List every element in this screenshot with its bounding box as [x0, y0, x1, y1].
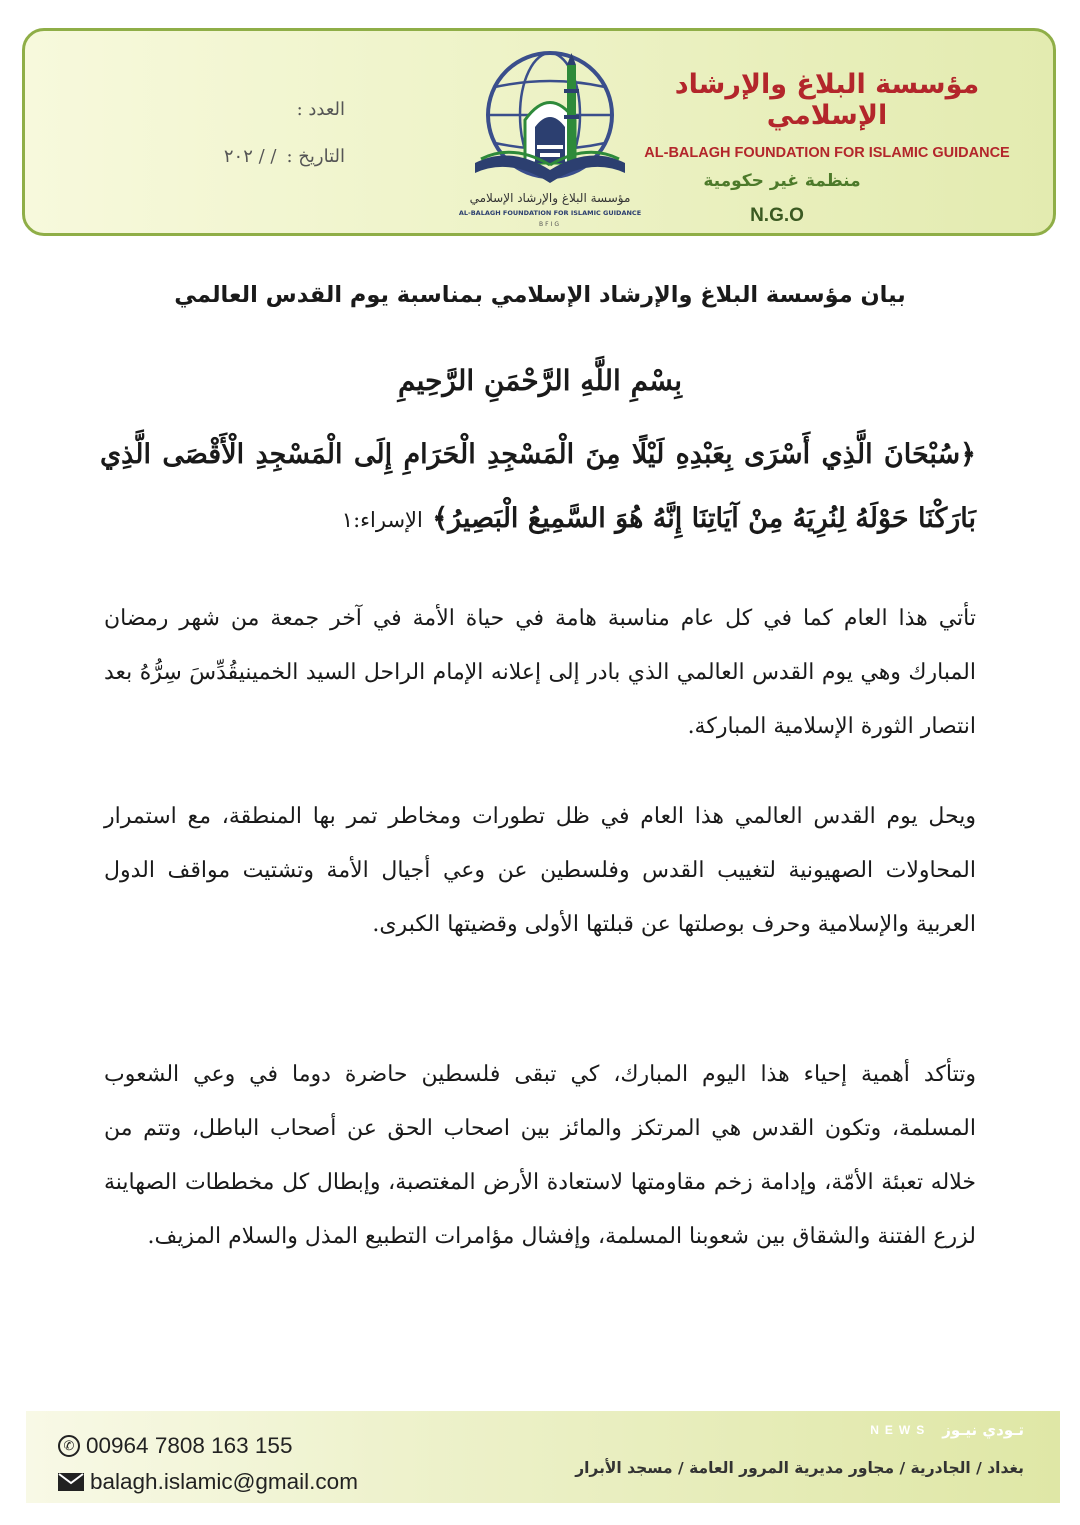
logo-caption-abbr: BFIG	[539, 221, 561, 228]
contact-phone	[58, 1433, 292, 1459]
quran-verse	[100, 423, 976, 552]
bismillah: بِسْمِ اللَّهِ الرَّحْمَنِ الرَّحِيمِ	[398, 364, 682, 397]
watermark-en: NEWS	[870, 1423, 931, 1437]
foundation-logo	[455, 45, 645, 233]
news-watermark	[870, 1421, 1024, 1439]
contact-email	[58, 1469, 358, 1495]
statement-title: بيان مؤسسة البلاغ والإرشاد الإسلامي بمناسبة يوم القدس العالمي	[174, 282, 906, 308]
number-label: العدد :	[296, 99, 345, 120]
email-address: balagh.islamic@gmail.com	[90, 1469, 358, 1494]
watermark-ar: تـودي نيـوز	[942, 1421, 1024, 1439]
phone-icon: ✆	[58, 1435, 80, 1457]
phone-number: 00964 7808 163 155	[86, 1433, 293, 1458]
date-value: / / ٢٠٢	[223, 146, 277, 167]
verse-text: ﴿سُبْحَانَ الَّذِي أَسْرَى بِعَبْدِهِ لَيْلًا مِنَ الْمَسْجِدِ الْحَرَامِ إِلَى الْمَسْجِدِ الْأَقْصَى الَّذِي بَارَكْنَا حَوْلَهُ لِنُرِيَهُ مِنْ آيَاتِنَا إِنَّهُ هُوَ السَّمِيعُ الْبَصِيرُ﴾	[100, 439, 976, 534]
paragraph-3: وتتأكد أهمية إحياء هذا اليوم المبارك، كي تبقى فلسطين حاضرة دوما في وعي الشعوب المسلمة، وتكون القدس هي المرتكز والمائز بين اصحاب الحق عن أصحاب الباطل، وتتم من خلاله تعبئة الأمّة، وإدامة زخم مقاومتها لاستعادة الأرض المغتصبة، وإبطال كل مخططات الصهاينة لزرع الفتنة والشقاق بين شعوبنا المسلمة، وإفشال مؤامرات التطبيع المذل والسلام المزيف.	[104, 1062, 976, 1249]
verse-reference: الإسراء:١	[341, 508, 423, 532]
date-label: التاريخ :	[286, 146, 345, 167]
number-row	[85, 99, 345, 120]
organization-block	[627, 69, 1027, 227]
paragraph-2: ويحل يوم القدس العالمي هذا العام في ظل تطورات ومخاطر تمر بها المنطقة، مع استمرار المحاولات الصهيونية لتغييب القدس وفلسطين عن وعي أجيال الأمة وتشتيت مواقف الدول العربية والإسلامية وحرف بوصلتها عن قبلتها الأولى وقضيتها الكبرى.	[104, 804, 976, 937]
logo-caption-ar: مؤسسة البلاغ والإرشاد الإسلامي	[469, 191, 631, 205]
logo-emblem-icon	[455, 45, 645, 195]
org-type-ar: منظمة غير حكومية	[703, 171, 861, 191]
footer	[26, 1411, 1060, 1503]
org-type-en: N.G.O	[750, 205, 804, 226]
date-row	[85, 146, 345, 167]
paragraph-1: تأتي هذا العام كما في كل عام مناسبة هامة في حياة الأمة في آخر جمعة من شهر رمضان المبارك وهي يوم القدس العالمي الذي بادر إلى إعلانه الإمام الراحل السيد الخمينيقُدِّسَ سِرُّهُ بعد انتصار الثورة الإسلامية المباركة.	[104, 606, 976, 739]
logo-caption-en: AL-BALAGH FOUNDATION FOR ISLAMIC GUIDANCE	[458, 209, 642, 217]
letterhead	[22, 28, 1056, 236]
address: بغداد / الجادرية / مجاور مديرية المرور العامة / مسجد الأبرار	[575, 1459, 1024, 1477]
org-name-ar: مؤسسة البلاغ والإرشاد الإسلامي	[674, 69, 980, 131]
org-name-en: AL-BALAGH FOUNDATION FOR ISLAMIC GUIDANCE	[644, 145, 1010, 161]
envelope-icon	[58, 1473, 84, 1491]
reference-fields	[85, 99, 345, 193]
